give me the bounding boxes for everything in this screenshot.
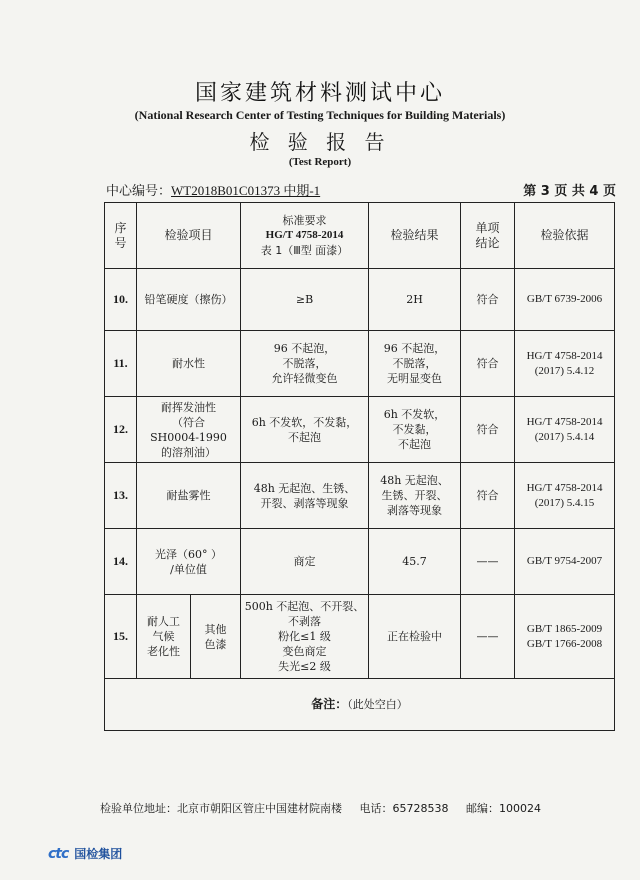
row-item: 光泽（60° ） /单位值 xyxy=(137,529,241,595)
row-result: 96 不起泡， 不脱落， 无明显变色 xyxy=(369,331,461,397)
table-row xyxy=(105,397,615,463)
std-header-line1: 标准要求 xyxy=(282,214,327,227)
row-result: 正在检验中 xyxy=(369,595,461,679)
remark-cell xyxy=(105,679,615,731)
col-header-result: 检验结果 xyxy=(369,203,461,269)
row-basis: HG/T 4758-2014 (2017) 5.4.12 xyxy=(515,331,615,397)
row-requirement: 6h 不发软，不发黏， 不起泡 xyxy=(241,397,369,463)
row-item-main: 耐人工 气候 老化性 xyxy=(137,595,191,679)
col-header-no: 序 号 xyxy=(105,203,137,269)
row-item: 铅笔硬度（擦伤） xyxy=(137,269,241,331)
footer-info xyxy=(100,800,555,816)
ctc-logo-icon: ctc xyxy=(48,845,69,862)
test-results-table xyxy=(104,202,615,731)
page-info: 第 3 页 共 4 页 xyxy=(523,184,616,199)
row-conclusion: 符合 xyxy=(461,269,515,331)
center-number-label: 中心编号： xyxy=(106,184,172,199)
row-conclusion: 符合 xyxy=(461,331,515,397)
row-conclusion: 符合 xyxy=(461,397,515,463)
row-basis: GB/T 9754-2007 xyxy=(515,529,615,595)
row-result: 45.7 xyxy=(369,529,461,595)
center-number xyxy=(106,180,320,199)
row-basis: HG/T 4758-2014 (2017) 5.4.15 xyxy=(515,463,615,529)
center-title-english: (National Research Center of Testing Techniques for Building Materials) xyxy=(134,108,506,122)
row-result: 6h 不发软， 不发黏， 不起泡 xyxy=(369,397,461,463)
row-requirement: 48h 无起泡、生锈、 开裂、剥落等现象 xyxy=(241,463,369,529)
row-conclusion: —— xyxy=(461,529,515,595)
table-row xyxy=(105,269,615,331)
row-no: 15. xyxy=(105,595,137,679)
std-header-line3: 表 1（Ⅲ型 面漆） xyxy=(260,244,349,257)
col-header-standard xyxy=(241,203,369,269)
footer-address: 检验单位地址：北京市朝阳区管庄中国建材院南楼 xyxy=(100,802,342,815)
ctc-logo xyxy=(48,845,122,862)
remark-row xyxy=(105,679,615,731)
remark-label: 备注： xyxy=(311,697,348,711)
footer-phone: 电话：65728538 xyxy=(359,802,449,815)
row-result: 48h 无起泡、 生锈、开裂、 剥落等现象 xyxy=(369,463,461,529)
table-row xyxy=(105,463,615,529)
remark-text: （此处空白） xyxy=(347,698,408,711)
row-requirement: 500h 不起泡、不开裂、 不剥落 粉化≤1 级 变色商定 失光≤2 级 xyxy=(241,595,369,679)
col-header-basis: 检验依据 xyxy=(515,203,615,269)
row-item-sub: 其他 色漆 xyxy=(191,595,241,679)
row-no: 14. xyxy=(105,529,137,595)
center-title: 国家建筑材料测试中心 xyxy=(194,81,445,106)
row-result: 2H xyxy=(369,269,461,331)
row-no: 11. xyxy=(105,331,137,397)
header-row xyxy=(105,203,615,269)
table-row xyxy=(105,529,615,595)
footer-postcode: 邮编：100024 xyxy=(466,802,541,815)
row-no: 12. xyxy=(105,397,137,463)
logo-name: 国检集团 xyxy=(74,847,123,861)
row-basis: HG/T 4758-2014 (2017) 5.4.14 xyxy=(515,397,615,463)
row-requirement: ≥B xyxy=(241,269,369,331)
row-item: 耐水性 xyxy=(137,331,241,397)
std-header-line2: HG/T 4758-2014 xyxy=(265,229,344,241)
table-row xyxy=(105,331,615,397)
row-item: 耐盐雾性 xyxy=(137,463,241,529)
row-conclusion: —— xyxy=(461,595,515,679)
row-basis: GB/T 6739-2006 xyxy=(515,269,615,331)
center-number-value: WT2018B01C01373 中期-1 xyxy=(171,183,321,198)
row-item: 耐挥发油性 （符合 SH0004-1990 的溶剂油） xyxy=(137,397,241,463)
report-title-english: (Test Report) xyxy=(288,156,352,168)
row-no: 13. xyxy=(105,463,137,529)
col-header-item: 检验项目 xyxy=(137,203,241,269)
col-header-conclusion: 单项 结论 xyxy=(461,203,515,269)
row-basis: GB/T 1865-2009 GB/T 1766-2008 xyxy=(515,595,615,679)
row-requirement: 96 不起泡， 不脱落， 允许轻微变色 xyxy=(241,331,369,397)
row-requirement: 商定 xyxy=(241,529,369,595)
table-row-15 xyxy=(105,595,615,679)
report-title: 检 验 报 告 xyxy=(249,130,391,154)
row-conclusion: 符合 xyxy=(461,463,515,529)
row-no: 10. xyxy=(105,269,137,331)
